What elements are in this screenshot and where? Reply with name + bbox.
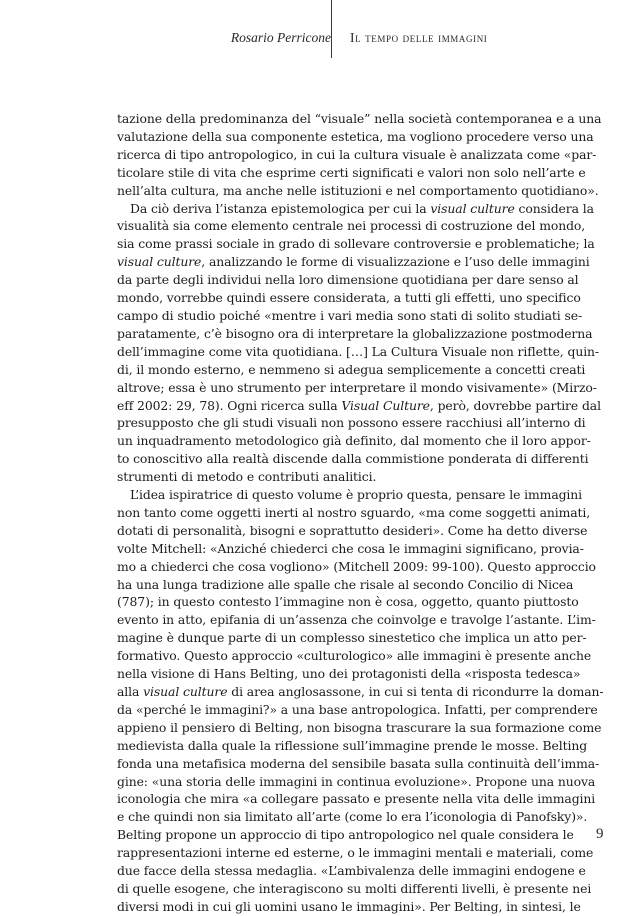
text-line <box>117 773 596 791</box>
text-line <box>117 862 586 880</box>
text-run: Belting propone un approccio di tipo antropologico nel quale considera le <box>117 827 574 843</box>
text-line <box>117 683 604 701</box>
text-line <box>117 182 599 200</box>
text-run: campo di studio poiché «mentre i vari media sono stati di solito studiati se- <box>117 307 583 323</box>
text-line <box>117 379 597 397</box>
text-run: ticolare stile di vita che esprime certi significati e valori non solo nell’arte e <box>117 164 586 180</box>
text-run: Da ciò deriva l’istanza epistemologica per cui la <box>130 200 431 216</box>
text-run: dell’immagine come vita quotidiana. […] La Cultura Visuale non riflette, quin- <box>117 343 600 359</box>
text-line <box>117 808 588 826</box>
text-run: appieno il pensiero di Belting, non bisogna trascurare la sua formazione come <box>117 719 602 735</box>
text-line <box>117 128 594 146</box>
text-run: mo a chiederci che cosa vogliono» (Mitchell 2009: 99-100). Questo approccio <box>117 558 596 574</box>
text-run: ricerca di tipo antropologico, in cui la cultura visuale è analizzata come «par- <box>117 146 597 162</box>
text-line <box>117 737 588 755</box>
text-run: L’idea ispiratrice di questo volume è proprio questa, pensare le immagini <box>130 487 583 503</box>
running-head-author: Rosario Perricone <box>230 30 331 45</box>
text-line <box>117 504 591 522</box>
text-run: sia come prassi sociale in grado di sollevare controversie e problematiche; la <box>117 236 595 252</box>
text-run: gine: «una storia delle immagini in continua evoluzione». Propone una nuova <box>117 773 596 789</box>
text-line <box>117 397 601 415</box>
text-run: altrove; essa è uno strumento per interpretare il mondo visivamente» (Mirzo- <box>117 379 597 395</box>
text-line <box>117 701 598 719</box>
text-line <box>117 593 579 611</box>
text-run: due facce della stessa medaglia. «L’ambivalenza delle immagini endogene e <box>117 863 586 879</box>
text-line <box>117 826 574 844</box>
italic-term: Visual Culture <box>341 397 430 413</box>
text-run: e che quindi non sia limitato all’arte (come lo era l’iconologia di Panofsky)». <box>117 809 588 825</box>
text-run: nell’alta cultura, ma anche nelle istituzioni e nel comportamento quotidiano». <box>117 182 599 198</box>
page-number: 9 <box>596 826 604 842</box>
text-run: (787); in questo contesto l’immagine non è cosa, oggetto, quanto piuttosto <box>117 594 579 610</box>
text-line <box>117 522 588 540</box>
text-run: , però, dovrebbe partire dal <box>429 397 601 413</box>
text-run: evento in atto, epifania di un’assenza che coinvolge e travolge l’astante. L’im- <box>117 612 596 628</box>
text-run: , analizzando le forme di visualizzazione e l’uso delle immagini <box>201 254 590 270</box>
text-run: di quelle esogene, che interagiscono su molti differenti livelli, è presente nei <box>117 880 592 896</box>
text-line <box>117 414 586 432</box>
text-run: valutazione della sua componente estetica, ma vogliono procedere verso una <box>117 128 594 144</box>
text-run: strumenti di metodo e contributi analitici. <box>117 469 377 485</box>
text-run: da parte degli individui nella loro dimensione quotidiana per dare senso al <box>117 272 579 288</box>
text-run: considera la <box>514 200 594 216</box>
text-run: non tanto come oggetti inerti al nostro sguardo, «ma come soggetti animati, <box>117 504 591 520</box>
text-run: formativo. Questo approccio «culturologico» alle immagini è presente anche <box>117 648 592 664</box>
body-text <box>117 110 604 916</box>
text-run: iconologia che mira «a collegare passato e presente nella vita delle immagini <box>117 791 596 807</box>
text-line <box>117 200 594 218</box>
text-line <box>117 486 583 504</box>
text-line <box>117 468 547 486</box>
text-line <box>117 450 589 468</box>
text-run: visualità sia come elemento centrale nei processi di costruzione del mondo, <box>117 218 586 234</box>
text-line <box>117 647 592 665</box>
text-run: rappresentazioni interne ed esterne, o le immagini mentali e materiali, come <box>117 845 594 861</box>
text-line <box>117 665 581 683</box>
text-line <box>117 611 596 629</box>
text-run: presupposto che gli studi visuali non possono essere racchiusi all’interno di <box>117 415 586 431</box>
text-line <box>117 307 583 325</box>
text-line <box>117 719 602 737</box>
text-line <box>117 271 579 289</box>
text-line <box>117 343 600 361</box>
text-line <box>117 432 591 450</box>
running-head-divider <box>331 0 332 58</box>
text-run: magine è dunque parte di un complesso sinestetico che implica un atto per- <box>117 630 587 646</box>
running-head-title: Il tempo delle immagini <box>350 30 488 45</box>
text-line <box>117 361 586 379</box>
text-run: un inquadramento metodologico già definito, dal momento che il loro appor- <box>117 433 591 449</box>
italic-term: visual culture <box>143 684 228 699</box>
text-line <box>117 164 586 182</box>
text-run: dotati di personalità, bisogni e soprattutto desideri». Come ha detto diverse <box>117 522 588 538</box>
italic-term: visual culture <box>117 254 202 270</box>
text-run: da «perché le immagini?» a una base antropologica. Infatti, per comprendere <box>117 701 598 717</box>
text-line <box>117 253 590 271</box>
text-run: nella visione di Hans Belting, uno dei protagonisti della «risposta tedesca» <box>117 666 581 682</box>
text-run: diversi modi in cui gli uomini usano le immagini». Per Belting, in sintesi, le <box>117 898 581 914</box>
text-run: di area anglosassone, in cui si tenta di ricondurre la doman- <box>227 684 604 699</box>
text-line <box>117 110 602 128</box>
text-line <box>117 146 597 164</box>
text-line <box>117 880 592 898</box>
text-run: eff 2002: 29, 78). Ogni ricerca sulla <box>117 397 342 413</box>
text-run: di, il mondo esterno, e nemmeno si adegua semplicemente a concetti creati <box>117 361 586 377</box>
text-line <box>117 755 600 773</box>
text-line <box>117 325 593 343</box>
text-line <box>117 844 594 862</box>
text-line <box>117 235 595 253</box>
text-run: ha una lunga tradizione alle spalle che risale al secondo Concilio di Nicea <box>117 576 574 592</box>
text-line <box>117 558 596 576</box>
text-run: mondo, vorrebbe quindi essere considerata, a tutti gli effetti, uno specifico <box>117 290 581 306</box>
text-run: paratamente, c’è bisogno ora di interpretare la globalizzazione postmoderna <box>117 325 593 341</box>
text-run: tazione della predominanza del “visuale” nella società contemporanea e a una <box>117 111 602 126</box>
text-line <box>117 289 581 307</box>
text-line <box>117 790 596 808</box>
text-run: fonda una metafisica moderna del sensibile basata sulla continuità dell’imma- <box>117 755 600 771</box>
text-run: volte Mitchell: «Anziché chiederci che cosa le immagini significano, provia- <box>117 540 584 556</box>
text-line <box>117 576 574 594</box>
text-run: medievista dalla quale la riflessione sull’immagine prende le mosse. Belting <box>117 737 588 753</box>
text-run: alla <box>117 684 144 699</box>
text-line <box>117 217 586 235</box>
text-line <box>117 629 587 647</box>
italic-term: visual culture <box>430 200 515 216</box>
text-run: to conoscitivo alla realtà discende dalla commistione ponderata di differenti <box>117 451 589 467</box>
text-line <box>117 540 584 558</box>
